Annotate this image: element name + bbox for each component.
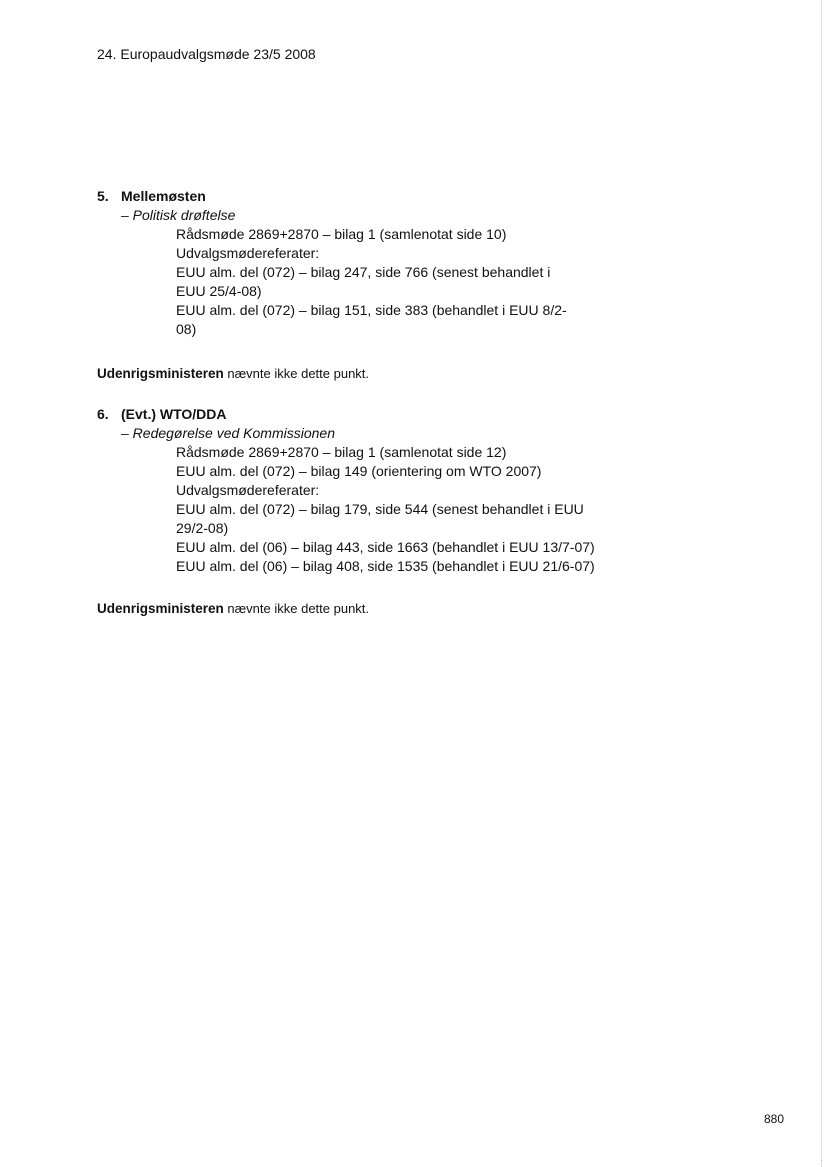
reference-line: EUU alm. del (072) – bilag 149 (orientering om WTO 2007) — [176, 463, 542, 479]
reference-line: EUU alm. del (06) – bilag 408, side 1535 (behandlet i EUU 21/6-07) — [176, 558, 595, 574]
minister-statement — [97, 601, 369, 616]
agenda-item-number: 5. — [97, 188, 109, 204]
statement-text: nævnte ikke dette punkt. — [223, 366, 370, 381]
reference-line: Rådsmøde 2869+2870 – bilag 1 (samlenotat side 12) — [176, 444, 507, 460]
reference-line: EUU alm. del (072) – bilag 151, side 383 (behandlet i EUU 8/2-08) — [176, 302, 567, 337]
agenda-item-heading — [97, 405, 717, 424]
agenda-item-subtitle: – Politisk drøftelse — [121, 207, 236, 223]
agenda-item-title: (Evt.) WTO/DDA — [121, 406, 227, 422]
agenda-item-6 — [97, 405, 717, 576]
speaker-name: Udenrigsministeren — [97, 601, 224, 616]
agenda-item-subtitle: – Redegørelse ved Kommissionen — [121, 425, 335, 441]
page-header: 24. Europaudvalgsmøde 23/5 2008 — [97, 46, 316, 62]
reference-line: Udvalgsmødereferater: — [176, 245, 320, 261]
reference-line: EUU alm. del (072) – bilag 179, side 544 (senest behandlet i EUU 29/2-08) — [176, 501, 584, 536]
reference-list — [176, 225, 596, 339]
agenda-item-title: Mellemøsten — [121, 188, 206, 204]
scan-edge — [821, 0, 823, 1167]
minister-statement — [97, 366, 369, 381]
statement-text: nævnte ikke dette punkt. — [223, 601, 370, 616]
agenda-item-number: 6. — [97, 406, 109, 422]
reference-line: EUU alm. del (072) – bilag 247, side 766 (senest behandlet i EUU 25/4-08) — [176, 264, 551, 299]
speaker-name: Udenrigsministeren — [97, 366, 224, 381]
reference-list — [176, 443, 596, 576]
page-number: 880 — [764, 1112, 785, 1126]
agenda-item-5 — [97, 187, 717, 339]
reference-line: EUU alm. del (06) – bilag 443, side 1663 (behandlet i EUU 13/7-07) — [176, 539, 595, 555]
reference-line: Udvalgsmødereferater: — [176, 482, 320, 498]
reference-line: Rådsmøde 2869+2870 – bilag 1 (samlenotat side 10) — [176, 226, 507, 242]
agenda-item-heading — [97, 187, 717, 206]
